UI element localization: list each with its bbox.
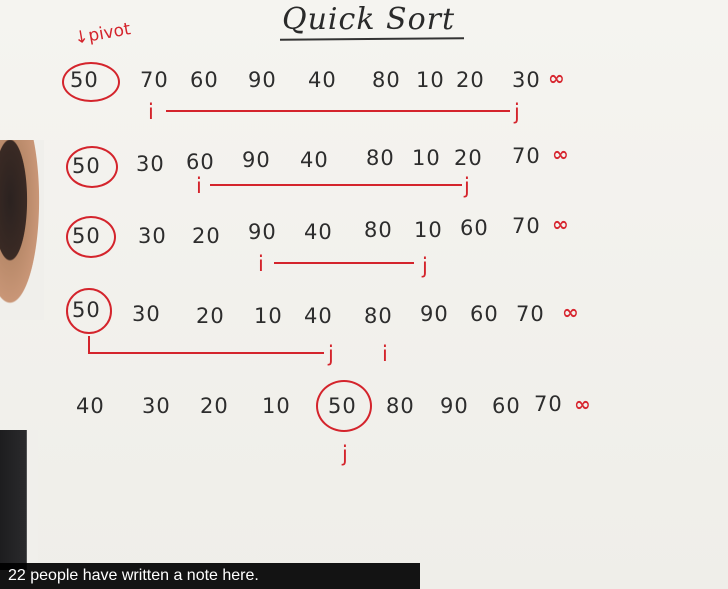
pointer-j: j [514,100,520,124]
value: 60 [460,216,489,240]
value: 30 [512,68,541,92]
value: 70 [516,302,545,326]
page-title: Quick Sort [282,2,456,37]
pointer-i: i [258,252,264,276]
pointer-line [166,110,510,112]
value: 80 [364,218,393,242]
value: 10 [254,304,283,328]
value: 60 [186,150,215,174]
value: 10 [262,394,291,418]
presenter [0,140,44,320]
value: 40 [300,148,329,172]
infinity-marker: ∞ [574,392,591,416]
row-1 [0,60,728,124]
pointer-line [210,184,462,186]
value: 20 [196,304,225,328]
value: 30 [142,394,171,418]
infinity-marker: ∞ [552,142,569,166]
row-2 [0,142,728,198]
value: 80 [386,394,415,418]
value: 70 [140,68,169,92]
value: 90 [242,148,271,172]
value: 10 [412,146,441,170]
pointer-i: i [196,174,202,198]
value: 40 [76,394,105,418]
pivot-value: 50 [72,154,101,178]
row-4 [0,288,728,366]
value: 30 [136,152,165,176]
pointer-j: j [328,342,334,366]
pointer-j: j [422,254,428,278]
value: 20 [200,394,229,418]
value: 70 [534,392,563,416]
pointer-i: i [382,342,388,366]
pivot-value: 50 [72,298,101,322]
pointer-j: j [464,174,470,198]
value: 40 [304,220,333,244]
value: 60 [470,302,499,326]
value: 90 [248,220,277,244]
value: 20 [456,68,485,92]
pivot-value: 50 [72,224,101,248]
value: 40 [308,68,337,92]
pointer-line [88,352,324,354]
pivot-value: 50 [70,68,99,92]
notes-caption[interactable]: 22 people have written a note here. [0,563,420,589]
value: 80 [364,304,393,328]
value: 20 [192,224,221,248]
value: 10 [414,218,443,242]
value: 70 [512,144,541,168]
value: 80 [366,146,395,170]
value: 90 [420,302,449,326]
value: 80 [372,68,401,92]
presenter-arm [0,430,38,570]
value: 30 [138,224,167,248]
value: 30 [132,302,161,326]
value: 40 [304,304,333,328]
value: 10 [416,68,445,92]
infinity-marker: ∞ [548,66,565,90]
value: 20 [454,146,483,170]
pivot-label: ↓pivot [72,19,133,49]
value: 90 [248,68,277,92]
pointer-line [274,262,414,264]
infinity-marker: ∞ [552,212,569,236]
pointer-j: j [342,442,348,466]
value: 90 [440,394,469,418]
value: 60 [190,68,219,92]
pivot-value: 50 [328,394,357,418]
row-5 [0,384,728,466]
pointer-i: i [148,100,154,124]
pivot-label-text: pivot [86,19,133,47]
row-3 [0,212,728,278]
value: 60 [492,394,521,418]
value: 70 [512,214,541,238]
infinity-marker: ∞ [562,300,579,324]
